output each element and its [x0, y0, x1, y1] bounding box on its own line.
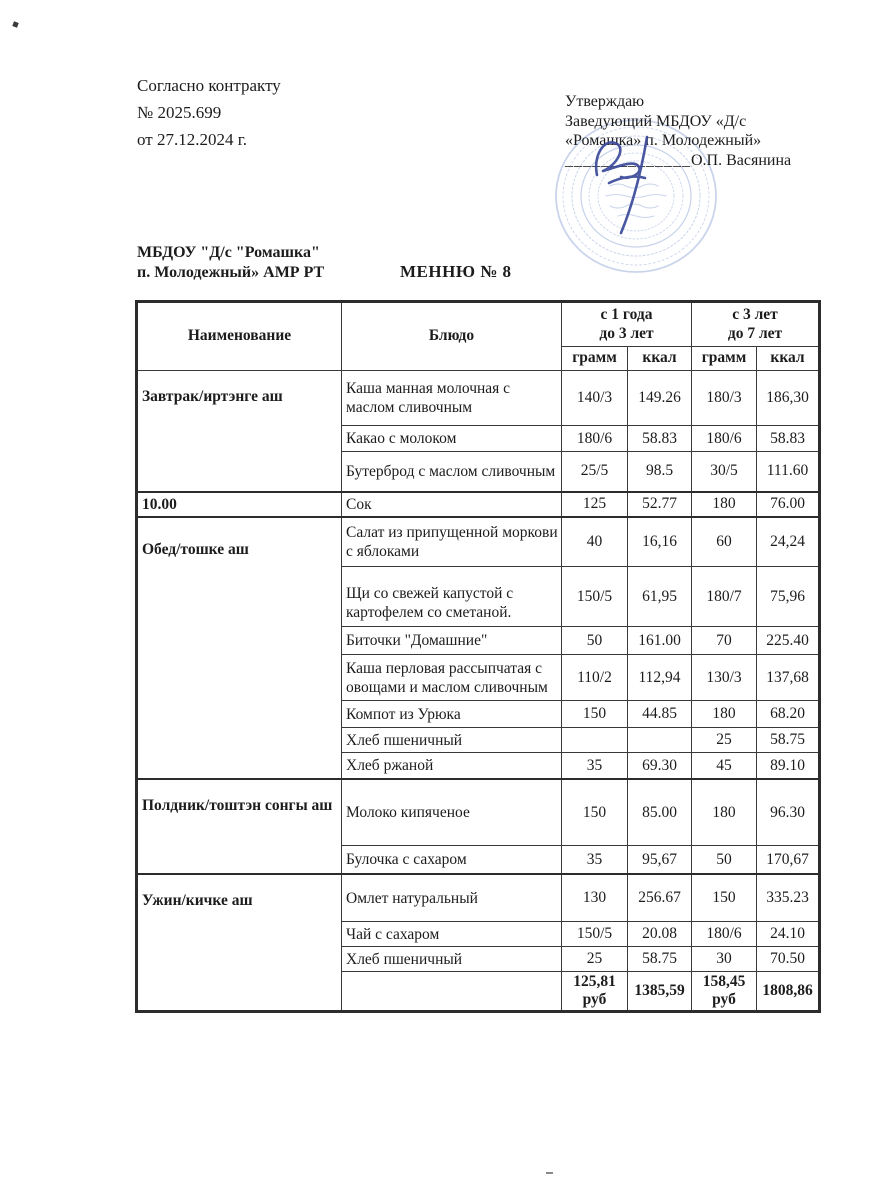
gram-3-7: 180/3	[692, 371, 757, 426]
gram-1-3: 35	[562, 753, 628, 779]
dish-name: Бутерброд с маслом сливочным	[342, 452, 562, 492]
gram-3-7: 180/6	[692, 922, 757, 947]
kcal-3-7: 96.30	[757, 779, 820, 846]
kcal-1-3: 161.00	[628, 627, 692, 655]
org-line-1: МБДОУ "Д/с "Ромашка"	[137, 244, 320, 261]
dish-name: Хлеб пшеничный	[342, 728, 562, 753]
gram-1-3: 150/5	[562, 922, 628, 947]
section-breakfast: Завтрак/иртэнге аш	[137, 371, 342, 492]
gram-1-3: 50	[562, 627, 628, 655]
kcal-1-3: 112,94	[628, 655, 692, 701]
kcal-3-7: 58.75	[757, 728, 820, 753]
kcal-1-3	[628, 728, 692, 753]
gram-3-7: 180	[692, 701, 757, 728]
gram-3-7: 180	[692, 492, 757, 517]
gram-1-3: 35	[562, 846, 628, 874]
section-lunch: Обед/тошке аш	[137, 517, 342, 779]
gram-3-7: 180/7	[692, 567, 757, 627]
menu-table	[135, 300, 821, 1013]
table-header-row	[137, 302, 820, 347]
gram-3-7: 130/3	[692, 655, 757, 701]
signature-ink	[583, 123, 683, 241]
gram-3-7: 180	[692, 779, 757, 846]
dish-name: Булочка с сахаром	[342, 846, 562, 874]
table-row	[137, 517, 820, 567]
table-row	[137, 492, 820, 517]
col-header-kcal-2: ккал	[757, 347, 820, 371]
gram-1-3: 130	[562, 874, 628, 922]
kcal-3-7: 76.00	[757, 492, 820, 517]
section-1000: 10.00	[137, 492, 342, 517]
kcal-3-7: 335.23	[757, 874, 820, 922]
section-dinner: Ужин/кичке аш	[137, 874, 342, 1012]
dish-name: Каша перловая рассыпчатая с овощами и маслом сливочным	[342, 655, 562, 701]
col-group-1-3	[562, 302, 692, 347]
kcal-3-7: 225.40	[757, 627, 820, 655]
approver-name: О.П. Васянина	[691, 151, 792, 169]
scan-artifact-speck	[12, 21, 18, 27]
gram-1-3: 150/5	[562, 567, 628, 627]
gram-3-7: 25	[692, 728, 757, 753]
kcal-3-7: 75,96	[757, 567, 820, 627]
dish-name: Омлет натуральный	[342, 874, 562, 922]
col-header-gram-2: грамм	[692, 347, 757, 371]
kcal-3-7: 137,68	[757, 655, 820, 701]
kcal-3-7: 170,67	[757, 846, 820, 874]
gram-1-3: 150	[562, 701, 628, 728]
col-header-gram-1: грамм	[562, 347, 628, 371]
contract-block	[137, 72, 281, 153]
gram-3-7: 60	[692, 517, 757, 567]
kcal-1-3: 58.83	[628, 426, 692, 452]
gram-3-7: 150	[692, 874, 757, 922]
dish-name-empty	[342, 972, 562, 1012]
kcal-1-3: 20.08	[628, 922, 692, 947]
total-kcal-1-3: 1385,59	[628, 972, 692, 1012]
signature-strokes	[596, 137, 647, 233]
group1-line2: до 3 лет	[599, 324, 654, 342]
gram-1-3: 180/6	[562, 426, 628, 452]
kcal-3-7: 186,30	[757, 371, 820, 426]
gram-1-3: 150	[562, 779, 628, 846]
kcal-3-7: 70.50	[757, 947, 820, 972]
kcal-1-3: 95,67	[628, 846, 692, 874]
kcal-3-7: 24.10	[757, 922, 820, 947]
contract-number: № 2025.699	[137, 103, 222, 122]
dish-name: Молоко кипяченое	[342, 779, 562, 846]
kcal-1-3: 52.77	[628, 492, 692, 517]
kcal-1-3: 149.26	[628, 371, 692, 426]
col-header-dish: Блюдо	[342, 302, 562, 371]
contract-date: от 27.12.2024 г.	[137, 130, 248, 149]
col-group-3-7	[692, 302, 820, 347]
gram-1-3: 125	[562, 492, 628, 517]
dish-name: Каша манная молочная с маслом сливочным	[342, 371, 562, 426]
kcal-1-3: 85.00	[628, 779, 692, 846]
gram-3-7: 30/5	[692, 452, 757, 492]
kcal-3-7: 58.83	[757, 426, 820, 452]
org-line-2: п. Молодежный» АМР РТ	[137, 264, 325, 281]
total-cost-3-7: 158,45 руб	[692, 972, 757, 1012]
gram-3-7: 45	[692, 753, 757, 779]
dish-name: Щи со свежей капустой с картофелем со сметаной.	[342, 567, 562, 627]
total-kcal-3-7: 1808,86	[757, 972, 820, 1012]
dish-name: Хлеб пшеничный	[342, 947, 562, 972]
kcal-3-7: 68.20	[757, 701, 820, 728]
gram-1-3: 40	[562, 517, 628, 567]
kcal-3-7: 111.60	[757, 452, 820, 492]
table-row	[137, 371, 820, 426]
dish-name: Салат из припущенной моркови с яблоками	[342, 517, 562, 567]
dish-name: Чай с сахаром	[342, 922, 562, 947]
approval-line-1: Утверждаю	[565, 93, 645, 110]
gram-1-3: 110/2	[562, 655, 628, 701]
gram-1-3	[562, 728, 628, 753]
approval-line-2: Заведующий МБДОУ «Д/с	[565, 112, 747, 130]
gram-1-3: 25	[562, 947, 628, 972]
dish-name: Какао с молоком	[342, 426, 562, 452]
signature-underline: ______________	[565, 151, 691, 169]
gram-3-7: 70	[692, 627, 757, 655]
gram-3-7: 50	[692, 846, 757, 874]
col-header-kcal-1: ккал	[628, 347, 692, 371]
scan-artifact-dash	[546, 1172, 553, 1174]
menu-title: МЕННЮ № 8	[400, 262, 512, 281]
kcal-1-3: 69.30	[628, 753, 692, 779]
kcal-1-3: 44.85	[628, 701, 692, 728]
section-snack: Полдник/тоштэн сонгы аш	[137, 779, 342, 874]
kcal-1-3: 16,16	[628, 517, 692, 567]
kcal-1-3: 256.67	[628, 874, 692, 922]
kcal-1-3: 61,95	[628, 567, 692, 627]
contract-line-1: Согласно контракту	[137, 76, 281, 95]
gram-3-7: 180/6	[692, 426, 757, 452]
group2-line2: до 7 лет	[727, 324, 783, 342]
kcal-1-3: 58.75	[628, 947, 692, 972]
table-row	[137, 874, 820, 922]
total-cost-1-3: 125,81 руб	[562, 972, 628, 1012]
group1-line1: с 1 года	[600, 305, 653, 323]
dish-name: Компот из Урюка	[342, 701, 562, 728]
gram-3-7: 30	[692, 947, 757, 972]
gram-1-3: 140/3	[562, 371, 628, 426]
group2-line1: с 3 лет	[732, 305, 778, 323]
organization-block	[137, 243, 324, 283]
kcal-1-3: 98.5	[628, 452, 692, 492]
approval-line-3: «Ромашка» п. Молодежный»	[565, 132, 762, 149]
dish-name: Сок	[342, 492, 562, 517]
kcal-3-7: 89.10	[757, 753, 820, 779]
dish-name: Биточки "Домашние"	[342, 627, 562, 655]
col-header-name: Наименование	[137, 302, 342, 371]
gram-1-3: 25/5	[562, 452, 628, 492]
table-row	[137, 779, 820, 846]
dish-name: Хлеб ржаной	[342, 753, 562, 779]
kcal-3-7: 24,24	[757, 517, 820, 567]
